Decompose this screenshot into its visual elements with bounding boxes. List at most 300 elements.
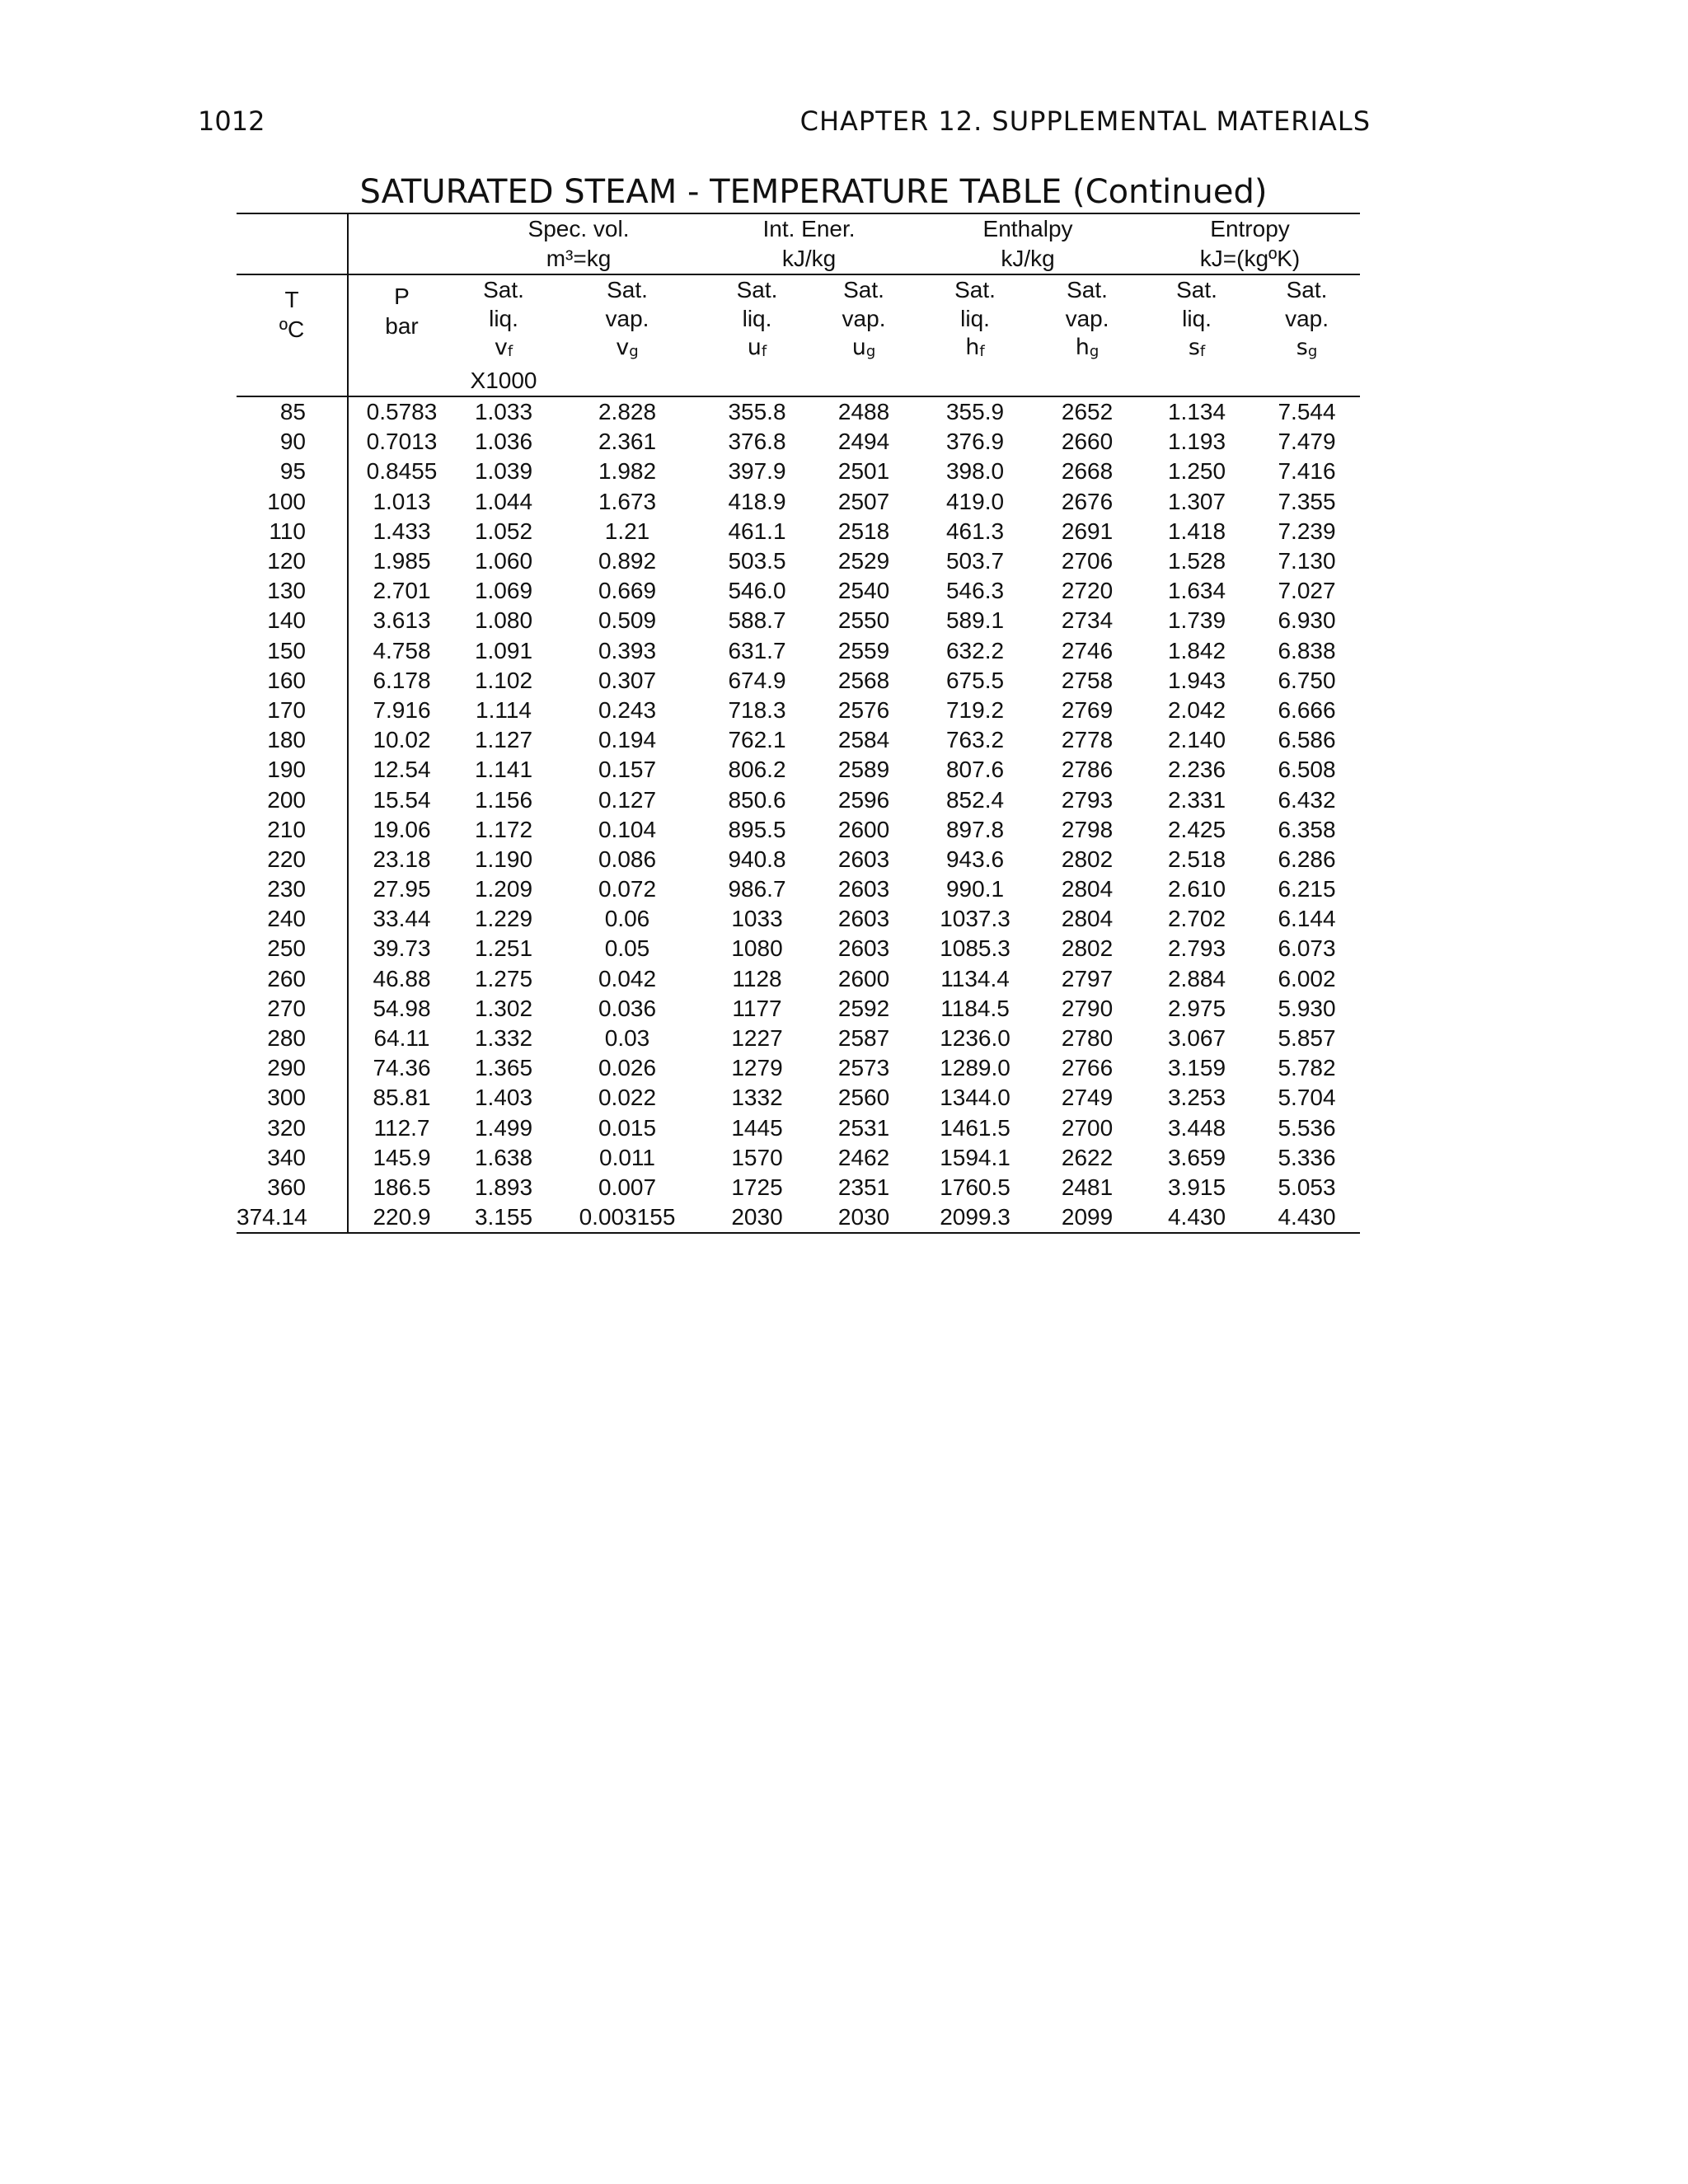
cell-hg: 2746 bbox=[1061, 637, 1114, 663]
cell-sf: 2.425 bbox=[1167, 816, 1226, 842]
cell-ug: 2540 bbox=[837, 578, 890, 604]
cell-vf: 1.209 bbox=[474, 876, 533, 902]
cell-vf: 1.033 bbox=[474, 399, 533, 425]
cell-hg: 2099 bbox=[1034, 1202, 1140, 1233]
table-title: SATURATED STEAM - TEMPERATURE TABLE (Continued) bbox=[359, 173, 1268, 211]
cell-hg: 2622 bbox=[1061, 1144, 1114, 1170]
header-temperature bbox=[237, 274, 348, 396]
cell-vg: 0.194 bbox=[598, 727, 657, 753]
cell-hf: 897.8 bbox=[945, 816, 1005, 842]
cell-uf: 1279 bbox=[731, 1055, 783, 1081]
cell-vf: 1.403 bbox=[474, 1085, 533, 1111]
cell-hf: 632.2 bbox=[945, 637, 1005, 663]
cell-t: 270 bbox=[267, 995, 306, 1021]
table-row bbox=[237, 934, 1360, 963]
cell-sg: 7.027 bbox=[1278, 578, 1336, 604]
cell-p: 54.98 bbox=[348, 994, 455, 1024]
symbol-uf: $u_f$ bbox=[747, 335, 767, 360]
cell-p: 23.18 bbox=[348, 845, 455, 874]
cell-hg: 2793 bbox=[1061, 786, 1114, 813]
group-header-row bbox=[237, 213, 1360, 244]
cell-vf: 1.141 bbox=[474, 757, 533, 783]
cell-sf: 2.236 bbox=[1167, 757, 1226, 783]
cell-uf: 631.7 bbox=[728, 637, 786, 663]
cell-hf: 1289.0 bbox=[940, 1055, 1010, 1081]
cell-vg: 0.022 bbox=[598, 1085, 657, 1111]
cell-hg: 2481 bbox=[1061, 1174, 1114, 1200]
header-vap: vap. bbox=[605, 306, 649, 331]
cell-vf: 1.127 bbox=[474, 727, 533, 753]
unit-spec-vol: m³=kg bbox=[455, 244, 702, 274]
x1000-blank bbox=[1254, 366, 1360, 396]
cell-vg: 0.015 bbox=[598, 1114, 657, 1141]
cell-vg: 0.011 bbox=[599, 1144, 655, 1170]
cell-ug: 2507 bbox=[837, 488, 890, 514]
cell-t: 210 bbox=[267, 816, 306, 842]
cell-hg: 2798 bbox=[1061, 816, 1114, 842]
page-number: 1012 bbox=[198, 105, 265, 137]
symbol-hf: $h_f$ bbox=[965, 335, 985, 360]
cell-vg: 0.007 bbox=[598, 1174, 657, 1200]
cell-hg: 2766 bbox=[1061, 1055, 1114, 1081]
table-row bbox=[237, 1053, 1360, 1083]
group-int-ener: Int. Ener. bbox=[702, 213, 916, 244]
cell-sf: 2.884 bbox=[1167, 965, 1226, 991]
cell-vg: 0.05 bbox=[604, 935, 650, 962]
cell-uf: 1332 bbox=[731, 1085, 783, 1111]
cell-vg: 0.03 bbox=[604, 1025, 650, 1052]
unit-blank-cell bbox=[348, 244, 455, 274]
table-row bbox=[237, 696, 1360, 725]
unit-enthalpy: kJ/kg bbox=[916, 244, 1140, 274]
cell-vf: 1.365 bbox=[474, 1055, 533, 1081]
cell-sf: 1.528 bbox=[1167, 548, 1226, 574]
x1000-blank bbox=[702, 366, 812, 396]
cell-ug: 2568 bbox=[837, 667, 890, 693]
cell-t: 300 bbox=[267, 1085, 306, 1111]
cell-uf: 1128 bbox=[732, 965, 782, 991]
cell-ug: 2589 bbox=[837, 757, 890, 783]
cell-p: 3.613 bbox=[348, 606, 455, 635]
cell-sg: 6.358 bbox=[1278, 816, 1336, 842]
cell-vg: 2.361 bbox=[598, 429, 657, 455]
cell-hf: 763.2 bbox=[945, 727, 1005, 753]
cell-p: 220.9 bbox=[348, 1202, 455, 1233]
cell-hf: 1037.3 bbox=[940, 906, 1010, 932]
cell-hf: 398.0 bbox=[945, 458, 1005, 485]
group-entropy: Entropy bbox=[1140, 213, 1360, 244]
table-row bbox=[237, 874, 1360, 904]
cell-ug: 2531 bbox=[837, 1114, 890, 1141]
cell-vg: 0.086 bbox=[598, 846, 657, 872]
cell-sf: 2.331 bbox=[1167, 786, 1226, 813]
header-sat: Sat. bbox=[736, 277, 778, 302]
cell-p: 145.9 bbox=[348, 1143, 455, 1173]
cell-sg: 6.508 bbox=[1278, 757, 1336, 783]
cell-p: 2.701 bbox=[348, 576, 455, 606]
cell-t: 95 bbox=[279, 458, 306, 485]
table-row bbox=[237, 1202, 1360, 1233]
cell-t: 190 bbox=[267, 757, 306, 783]
chapter-header: CHAPTER 12. SUPPLEMENTAL MATERIALS bbox=[799, 105, 1371, 137]
group-blank-cell bbox=[237, 213, 348, 244]
cell-vg: 0.157 bbox=[598, 757, 657, 783]
cell-sf: 1.134 bbox=[1167, 399, 1226, 425]
cell-sf: 3.253 bbox=[1167, 1085, 1226, 1111]
symbol-sg: $s_g$ bbox=[1296, 335, 1318, 360]
sat-row bbox=[237, 274, 1360, 304]
cell-t: 320 bbox=[267, 1114, 306, 1141]
cell-hf: 2099.3 bbox=[916, 1202, 1034, 1233]
cell-p: 74.36 bbox=[348, 1053, 455, 1083]
cell-hf: 675.5 bbox=[945, 667, 1005, 693]
cell-hf: 1760.5 bbox=[940, 1174, 1010, 1200]
table-row bbox=[237, 785, 1360, 814]
cell-p: 39.73 bbox=[348, 934, 455, 963]
header-sat: Sat. bbox=[483, 277, 524, 302]
table-row bbox=[237, 487, 1360, 517]
cell-vf: 1.060 bbox=[474, 548, 533, 574]
cell-uf: 1080 bbox=[731, 935, 783, 962]
header-sat: Sat. bbox=[843, 277, 884, 302]
cell-vg: 2.828 bbox=[598, 399, 657, 425]
cell-hg: 2668 bbox=[1061, 458, 1114, 485]
cell-hf: 419.0 bbox=[945, 488, 1005, 514]
cell-t: 140 bbox=[267, 607, 306, 634]
cell-sf: 1.739 bbox=[1167, 607, 1226, 634]
cell-uf: 355.8 bbox=[728, 399, 786, 425]
cell-hf: 589.1 bbox=[945, 607, 1005, 634]
group-blank-cell bbox=[348, 213, 455, 244]
cell-hg: 2700 bbox=[1061, 1114, 1114, 1141]
cell-ug: 2030 bbox=[812, 1202, 916, 1233]
cell-vf: 1.102 bbox=[474, 667, 533, 693]
cell-hg: 2676 bbox=[1061, 488, 1114, 514]
header-sat: Sat. bbox=[1286, 277, 1328, 302]
cell-p: 4.758 bbox=[348, 636, 455, 666]
table-row bbox=[237, 845, 1360, 874]
cell-uf: 461.1 bbox=[728, 518, 786, 544]
cell-t: 260 bbox=[267, 965, 306, 991]
cell-vf: 1.069 bbox=[474, 578, 533, 604]
cell-t: 85 bbox=[279, 399, 306, 425]
cell-hg: 2691 bbox=[1061, 518, 1114, 544]
table-row bbox=[237, 964, 1360, 994]
cell-ug: 2550 bbox=[837, 607, 890, 634]
cell-p: 19.06 bbox=[348, 815, 455, 845]
cell-hg: 2652 bbox=[1061, 399, 1114, 425]
cell-p: 7.916 bbox=[348, 696, 455, 725]
table-row bbox=[237, 606, 1360, 635]
cell-uf: 674.9 bbox=[728, 667, 786, 693]
cell-sg: 7.544 bbox=[1278, 399, 1336, 425]
cell-hf: 503.7 bbox=[945, 548, 1005, 574]
cell-ug: 2351 bbox=[837, 1174, 890, 1200]
cell-hg: 2749 bbox=[1061, 1085, 1114, 1111]
cell-hf: 546.3 bbox=[945, 578, 1005, 604]
cell-ug: 2584 bbox=[837, 727, 890, 753]
cell-sg: 5.704 bbox=[1278, 1085, 1336, 1111]
cell-ug: 2559 bbox=[837, 637, 890, 663]
cell-vf: 1.638 bbox=[474, 1144, 533, 1170]
cell-sf: 3.448 bbox=[1167, 1114, 1226, 1141]
cell-ug: 2501 bbox=[837, 458, 890, 485]
cell-ug: 2603 bbox=[837, 906, 890, 932]
cell-sg: 7.130 bbox=[1278, 548, 1336, 574]
cell-ug: 2494 bbox=[837, 429, 890, 455]
cell-sf: 1.842 bbox=[1167, 637, 1226, 663]
cell-t: 340 bbox=[267, 1144, 306, 1170]
cell-uf: 503.5 bbox=[728, 548, 786, 574]
x1000-blank bbox=[812, 366, 916, 396]
cell-p: 33.44 bbox=[348, 904, 455, 934]
cell-vg: 0.393 bbox=[598, 637, 657, 663]
cell-sf: 1.250 bbox=[1167, 458, 1226, 485]
cell-t: 100 bbox=[267, 488, 306, 514]
cell-t: 280 bbox=[267, 1025, 306, 1052]
cell-uf: 1570 bbox=[731, 1144, 783, 1170]
cell-vf: 1.114 bbox=[476, 696, 532, 723]
cell-vg: 0.042 bbox=[598, 965, 657, 991]
table-row bbox=[237, 396, 1360, 427]
cell-t: 180 bbox=[267, 727, 306, 753]
cell-uf: 2030 bbox=[702, 1202, 812, 1233]
cell-ug: 2462 bbox=[837, 1144, 890, 1170]
cell-hf: 1184.5 bbox=[940, 995, 1010, 1021]
cell-vf: 1.229 bbox=[474, 906, 533, 932]
cell-sg: 7.479 bbox=[1278, 429, 1336, 455]
header-sat: Sat. bbox=[1067, 277, 1108, 302]
cell-ug: 2560 bbox=[837, 1085, 890, 1111]
cell-uf: 1227 bbox=[731, 1025, 783, 1052]
cell-vf: 1.275 bbox=[474, 965, 533, 991]
cell-hf: 719.2 bbox=[945, 696, 1005, 723]
cell-sg: 6.215 bbox=[1278, 876, 1336, 902]
table-row bbox=[237, 517, 1360, 546]
cell-sf: 1.418 bbox=[1167, 518, 1226, 544]
table-row bbox=[237, 666, 1360, 696]
cell-hf: 355.9 bbox=[945, 399, 1005, 425]
cell-t: 374.14 bbox=[237, 1202, 348, 1233]
cell-hg: 2790 bbox=[1061, 995, 1114, 1021]
unit-header-row bbox=[237, 244, 1360, 274]
cell-sg: 6.750 bbox=[1278, 667, 1336, 693]
cell-sf: 2.793 bbox=[1167, 935, 1226, 962]
cell-uf: 986.7 bbox=[728, 876, 786, 902]
cell-ug: 2576 bbox=[837, 696, 890, 723]
cell-p: 1.013 bbox=[348, 487, 455, 517]
cell-vf: 1.039 bbox=[474, 458, 533, 485]
cell-hf: 1134.4 bbox=[940, 965, 1010, 991]
cell-sf: 3.659 bbox=[1167, 1144, 1226, 1170]
symbol-ug: $u_g$ bbox=[851, 335, 876, 360]
cell-t: 90 bbox=[279, 429, 306, 455]
cell-vg: 1.673 bbox=[598, 488, 657, 514]
x1000-blank bbox=[1034, 366, 1140, 396]
cell-sg: 5.857 bbox=[1278, 1025, 1336, 1052]
cell-hf: 1085.3 bbox=[940, 935, 1010, 962]
cell-uf: 588.7 bbox=[728, 607, 786, 634]
cell-ug: 2592 bbox=[837, 995, 890, 1021]
cell-hf: 943.6 bbox=[945, 846, 1005, 872]
table-row bbox=[237, 904, 1360, 934]
cell-sg: 6.666 bbox=[1278, 696, 1336, 723]
cell-sg: 6.930 bbox=[1278, 607, 1336, 634]
cell-sf: 2.140 bbox=[1167, 727, 1226, 753]
x1000-blank bbox=[916, 366, 1034, 396]
cell-uf: 397.9 bbox=[728, 458, 786, 485]
cell-sg: 6.073 bbox=[1278, 935, 1336, 962]
table-row bbox=[237, 636, 1360, 666]
cell-uf: 718.3 bbox=[728, 696, 786, 723]
cell-hf: 852.4 bbox=[945, 786, 1005, 813]
table-row bbox=[237, 457, 1360, 486]
group-spec-vol: Spec. vol. bbox=[455, 213, 702, 244]
cell-uf: 1177 bbox=[732, 995, 782, 1021]
table-body bbox=[237, 396, 1360, 1233]
cell-vf: 1.302 bbox=[474, 995, 533, 1021]
header-liq: liq. bbox=[742, 306, 772, 331]
cell-t: 170 bbox=[267, 696, 306, 723]
cell-hf: 376.9 bbox=[945, 429, 1005, 455]
cell-vg: 0.104 bbox=[598, 816, 657, 842]
cell-vg: 0.036 bbox=[598, 995, 657, 1021]
cell-hg: 2780 bbox=[1061, 1025, 1114, 1052]
unit-blank-cell bbox=[237, 244, 348, 274]
cell-t: 220 bbox=[267, 846, 306, 872]
cell-vf: 3.155 bbox=[455, 1202, 552, 1233]
cell-ug: 2603 bbox=[837, 846, 890, 872]
cell-ug: 2603 bbox=[837, 935, 890, 962]
cell-p: 27.95 bbox=[348, 874, 455, 904]
symbol-vg: $v_g$ bbox=[616, 335, 639, 360]
table-row bbox=[237, 576, 1360, 606]
cell-hg: 2660 bbox=[1061, 429, 1114, 455]
cell-sg: 4.430 bbox=[1254, 1202, 1360, 1233]
cell-vg: 1.982 bbox=[598, 458, 657, 485]
cell-sg: 7.355 bbox=[1278, 488, 1336, 514]
cell-sg: 6.144 bbox=[1278, 906, 1336, 932]
cell-p: 112.7 bbox=[348, 1113, 455, 1143]
header-sat: Sat. bbox=[954, 277, 996, 302]
cell-sg: 7.239 bbox=[1278, 518, 1336, 544]
cell-vf: 1.499 bbox=[474, 1114, 533, 1141]
cell-vg: 0.307 bbox=[598, 667, 657, 693]
cell-hf: 1594.1 bbox=[940, 1144, 1010, 1170]
cell-hf: 461.3 bbox=[945, 518, 1005, 544]
cell-sg: 6.432 bbox=[1278, 786, 1336, 813]
cell-vf: 1.036 bbox=[474, 429, 533, 455]
symbol-vf: $v_f$ bbox=[494, 335, 513, 360]
cell-uf: 762.1 bbox=[728, 727, 786, 753]
cell-t: 230 bbox=[267, 876, 306, 902]
symbol-sf: $s_f$ bbox=[1188, 335, 1206, 360]
cell-sf: 4.430 bbox=[1140, 1202, 1254, 1233]
cell-p: 12.54 bbox=[348, 755, 455, 785]
cell-vf: 1.052 bbox=[474, 518, 533, 544]
cell-sf: 1.634 bbox=[1167, 578, 1226, 604]
cell-hg: 2802 bbox=[1061, 935, 1114, 962]
cell-p: 186.5 bbox=[348, 1173, 455, 1202]
header-liq: liq. bbox=[489, 306, 518, 331]
header-liq: liq. bbox=[960, 306, 990, 331]
table-row bbox=[237, 546, 1360, 576]
cell-uf: 940.8 bbox=[728, 846, 786, 872]
cell-sf: 3.159 bbox=[1167, 1055, 1226, 1081]
cell-uf: 806.2 bbox=[728, 757, 786, 783]
cell-vf: 1.190 bbox=[474, 846, 533, 872]
vf-multiplier: X1000 bbox=[455, 366, 552, 396]
header-pressure bbox=[348, 274, 455, 396]
cell-uf: 895.5 bbox=[728, 816, 786, 842]
cell-hg: 2786 bbox=[1061, 757, 1114, 783]
header-vap: vap. bbox=[1065, 306, 1109, 331]
cell-sg: 6.002 bbox=[1278, 965, 1336, 991]
cell-vf: 1.156 bbox=[474, 786, 533, 813]
header-t-label: T bbox=[284, 287, 299, 312]
cell-vg: 0.026 bbox=[598, 1055, 657, 1081]
cell-p: 0.7013 bbox=[348, 427, 455, 457]
table-row bbox=[237, 994, 1360, 1024]
cell-p: 64.11 bbox=[348, 1024, 455, 1053]
cell-hf: 1236.0 bbox=[940, 1025, 1010, 1052]
cell-p: 0.5783 bbox=[348, 396, 455, 427]
cell-ug: 2596 bbox=[837, 786, 890, 813]
header-sat: Sat. bbox=[607, 277, 648, 302]
table-header bbox=[237, 213, 1360, 396]
steam-table bbox=[237, 213, 1360, 1234]
cell-vf: 1.080 bbox=[474, 607, 533, 634]
cell-hg: 2720 bbox=[1061, 578, 1114, 604]
cell-sg: 7.416 bbox=[1278, 458, 1336, 485]
cell-ug: 2518 bbox=[837, 518, 890, 544]
cell-vf: 1.251 bbox=[474, 935, 533, 962]
header-liq: liq. bbox=[1182, 306, 1212, 331]
cell-sg: 5.536 bbox=[1278, 1114, 1336, 1141]
cell-vg: 0.243 bbox=[598, 696, 657, 723]
cell-vf: 1.044 bbox=[474, 488, 533, 514]
cell-hg: 2758 bbox=[1061, 667, 1114, 693]
cell-uf: 1725 bbox=[731, 1174, 783, 1200]
cell-sf: 2.610 bbox=[1167, 876, 1226, 902]
unit-entropy: kJ=(kgºK) bbox=[1140, 244, 1360, 274]
cell-p: 1.985 bbox=[348, 546, 455, 576]
cell-sf: 2.702 bbox=[1167, 906, 1226, 932]
cell-p: 15.54 bbox=[348, 785, 455, 814]
header-sat: Sat. bbox=[1176, 277, 1217, 302]
cell-vg: 0.003155 bbox=[552, 1202, 702, 1233]
header-p-unit: bar bbox=[385, 313, 419, 339]
header-t-unit: ºC bbox=[279, 316, 305, 342]
cell-vg: 0.509 bbox=[598, 607, 657, 634]
cell-vf: 1.893 bbox=[474, 1174, 533, 1200]
cell-ug: 2488 bbox=[837, 399, 890, 425]
cell-vf: 1.172 bbox=[474, 816, 533, 842]
cell-vf: 1.091 bbox=[474, 637, 533, 663]
table-row bbox=[237, 1083, 1360, 1113]
cell-vg: 0.892 bbox=[598, 548, 657, 574]
cell-ug: 2603 bbox=[837, 876, 890, 902]
cell-sf: 1.307 bbox=[1167, 488, 1226, 514]
cell-sg: 5.930 bbox=[1278, 995, 1336, 1021]
cell-hf: 807.6 bbox=[945, 757, 1005, 783]
group-enthalpy: Enthalpy bbox=[916, 213, 1140, 244]
cell-hf: 1344.0 bbox=[940, 1085, 1010, 1111]
cell-hg: 2778 bbox=[1061, 727, 1114, 753]
table-row bbox=[237, 1173, 1360, 1202]
cell-vg: 1.21 bbox=[604, 518, 650, 544]
cell-vg: 0.669 bbox=[598, 578, 657, 604]
